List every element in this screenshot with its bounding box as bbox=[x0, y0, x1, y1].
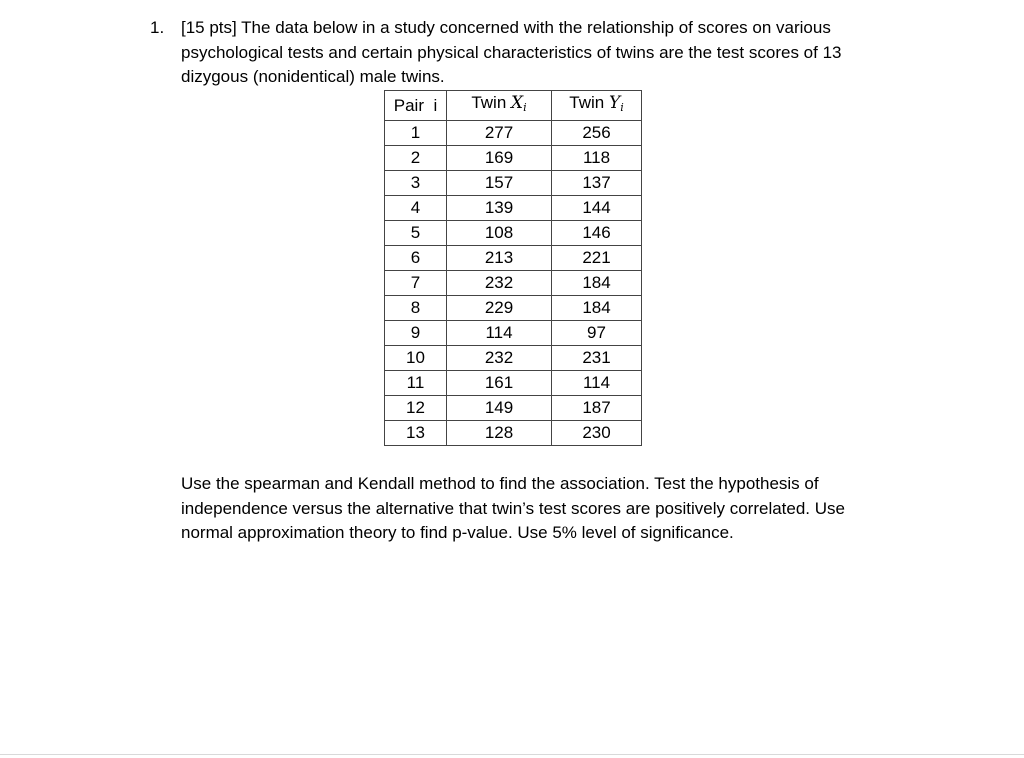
cell-twin-y: 230 bbox=[552, 421, 642, 446]
cell-twin-x: 277 bbox=[447, 121, 552, 146]
cell-pair: 3 bbox=[385, 171, 447, 196]
twin-scores-table bbox=[384, 90, 642, 446]
header-twin-x-prefix: Twin bbox=[471, 93, 512, 112]
header-twin-y-var: Y bbox=[608, 93, 621, 113]
cell-twin-x: 169 bbox=[447, 146, 552, 171]
table-row bbox=[385, 271, 642, 296]
cell-pair: 8 bbox=[385, 296, 447, 321]
question-number: 1. bbox=[150, 18, 165, 37]
table-row bbox=[385, 421, 642, 446]
cell-twin-x: 114 bbox=[447, 321, 552, 346]
table-row bbox=[385, 171, 642, 196]
cell-twin-x: 229 bbox=[447, 296, 552, 321]
cell-twin-y: 231 bbox=[552, 346, 642, 371]
header-pair: Pair i bbox=[385, 91, 447, 121]
cell-twin-y: 256 bbox=[552, 121, 642, 146]
table-row bbox=[385, 121, 642, 146]
cell-pair: 7 bbox=[385, 271, 447, 296]
cell-twin-x: 157 bbox=[447, 171, 552, 196]
table-row bbox=[385, 371, 642, 396]
table-row bbox=[385, 146, 642, 171]
table-row bbox=[385, 246, 642, 271]
cell-pair: 5 bbox=[385, 221, 447, 246]
cell-pair: 6 bbox=[385, 246, 447, 271]
cell-twin-y: 187 bbox=[552, 396, 642, 421]
header-twin-x-sub: i bbox=[523, 101, 527, 114]
cell-pair: 9 bbox=[385, 321, 447, 346]
cell-twin-x: 232 bbox=[447, 346, 552, 371]
cell-twin-y: 144 bbox=[552, 196, 642, 221]
cell-pair: 4 bbox=[385, 196, 447, 221]
table-row bbox=[385, 196, 642, 221]
table-body bbox=[385, 121, 642, 446]
table-header-row bbox=[385, 91, 642, 121]
cell-twin-y: 146 bbox=[552, 221, 642, 246]
table-row bbox=[385, 396, 642, 421]
cell-pair: 2 bbox=[385, 146, 447, 171]
table-row bbox=[385, 321, 642, 346]
cell-twin-x: 108 bbox=[447, 221, 552, 246]
header-twin-x-var: X bbox=[511, 93, 524, 113]
header-twin-y-sub: i bbox=[620, 101, 624, 114]
cell-twin-y: 97 bbox=[552, 321, 642, 346]
cell-twin-y: 184 bbox=[552, 296, 642, 321]
header-twin-y-prefix: Twin bbox=[569, 93, 609, 112]
cell-pair: 1 bbox=[385, 121, 447, 146]
cell-pair: 13 bbox=[385, 421, 447, 446]
cell-twin-x: 128 bbox=[447, 421, 552, 446]
cell-twin-y: 114 bbox=[552, 371, 642, 396]
cell-pair: 11 bbox=[385, 371, 447, 396]
cell-twin-x: 161 bbox=[447, 371, 552, 396]
cell-twin-x: 232 bbox=[447, 271, 552, 296]
header-twin-x bbox=[447, 91, 552, 121]
table-row bbox=[385, 346, 642, 371]
cell-twin-x: 139 bbox=[447, 196, 552, 221]
page-bottom-divider bbox=[0, 754, 1024, 755]
cell-twin-x: 149 bbox=[447, 396, 552, 421]
instructions-text: Use the spearman and Kendall method to find the association. Test the hypothesis of independence versus the alternative that twin’s test scores are positively correlated. Use normal approximation theory to find p-value. Use 5% level of significance. bbox=[181, 474, 845, 542]
question-intro: [15 pts] The data below in a study concerned with the relationship of scores on various psychological tests and certain physical characteristics of twins are the test scores of 13 dizygous (nonidentical) male twins. bbox=[181, 18, 842, 86]
header-twin-y bbox=[552, 91, 642, 121]
cell-twin-y: 221 bbox=[552, 246, 642, 271]
cell-twin-x: 213 bbox=[447, 246, 552, 271]
cell-twin-y: 184 bbox=[552, 271, 642, 296]
table-row bbox=[385, 296, 642, 321]
cell-pair: 12 bbox=[385, 396, 447, 421]
cell-pair: 10 bbox=[385, 346, 447, 371]
cell-twin-y: 137 bbox=[552, 171, 642, 196]
cell-twin-y: 118 bbox=[552, 146, 642, 171]
table-row bbox=[385, 221, 642, 246]
